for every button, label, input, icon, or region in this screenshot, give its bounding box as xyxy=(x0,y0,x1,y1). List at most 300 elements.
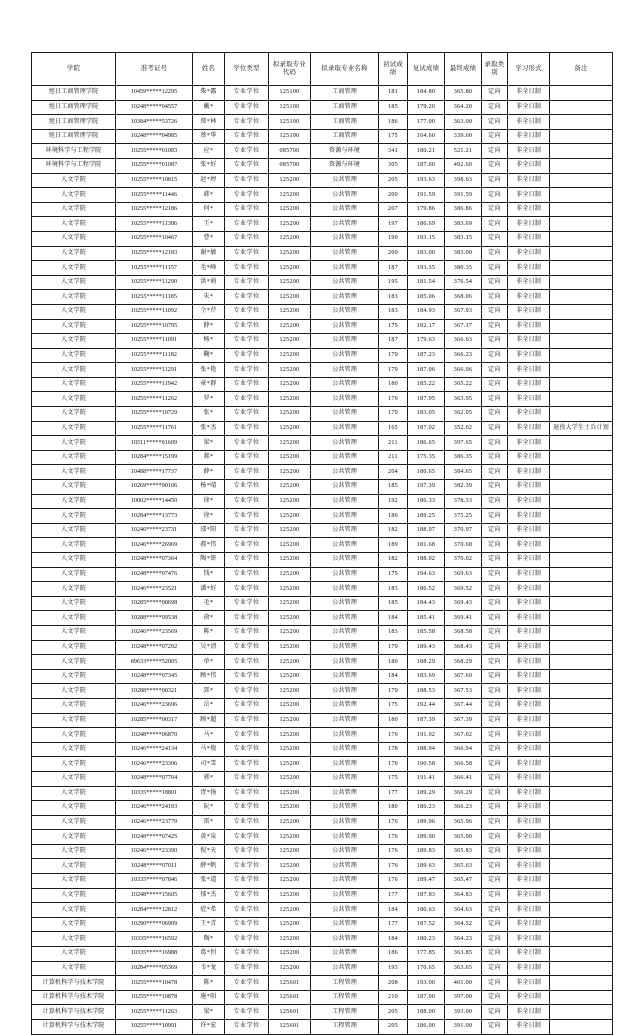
cell-major-code: 125200 xyxy=(269,596,311,611)
cell-study-form: 非全日制 xyxy=(508,874,550,889)
cell-major-name: 工商管理 xyxy=(311,100,379,115)
cell-exam-id: 10285*****00317 xyxy=(116,713,193,728)
cell-college: 人文学院 xyxy=(32,480,116,495)
table-row xyxy=(32,625,613,640)
cell-remark xyxy=(550,523,613,538)
table-row xyxy=(32,669,613,684)
cell-retest: 188.94 xyxy=(408,742,445,757)
cell-major-code: 125200 xyxy=(269,509,311,524)
cell-exam-id: 10248*****07704 xyxy=(116,771,193,786)
cell-final: 382.39 xyxy=(445,480,482,495)
cell-admit-type: 定向 xyxy=(482,334,508,349)
cell-name: 何* xyxy=(193,202,225,217)
cell-initial: 177 xyxy=(379,917,408,932)
cell-final: 366.23 xyxy=(445,348,482,363)
cell-final: 366.29 xyxy=(445,786,482,801)
cell-remark xyxy=(550,217,613,232)
cell-admit-type: 定向 xyxy=(482,436,508,451)
cell-major-name: 公共管理 xyxy=(311,523,379,538)
cell-name: 司*雪 xyxy=(193,757,225,772)
cell-initial: 211 xyxy=(379,450,408,465)
cell-remark xyxy=(550,129,613,144)
table-row xyxy=(32,990,613,1005)
cell-college: 人文学院 xyxy=(32,392,116,407)
cell-study-form: 非全日制 xyxy=(508,844,550,859)
cell-degree: 专业学位 xyxy=(225,465,269,480)
cell-major-name: 公共管理 xyxy=(311,290,379,305)
cell-major-code: 125200 xyxy=(269,553,311,568)
cell-name: 黄*泉 xyxy=(193,830,225,845)
cell-final: 401.00 xyxy=(445,976,482,991)
cell-major-name: 公共管理 xyxy=(311,392,379,407)
cell-name: 症*希 xyxy=(193,903,225,918)
table-row xyxy=(32,407,613,422)
cell-exam-id: 10255*****10729 xyxy=(116,407,193,422)
cell-admit-type: 定向 xyxy=(482,596,508,611)
cell-final: 386.86 xyxy=(445,202,482,217)
cell-college: 计算机科学与技术学院 xyxy=(32,990,116,1005)
cell-initial: 179 xyxy=(379,363,408,378)
cell-initial: 180 xyxy=(379,801,408,816)
cell-final: 369.63 xyxy=(445,567,482,582)
cell-college: 人文学院 xyxy=(32,509,116,524)
cell-major-code: 125200 xyxy=(269,932,311,947)
table-row xyxy=(32,1020,613,1035)
cell-study-form: 非全日制 xyxy=(508,801,550,816)
cell-name: 倪*天 xyxy=(193,844,225,859)
cell-major-name: 公共管理 xyxy=(311,932,379,947)
table-row xyxy=(32,100,613,115)
cell-study-form: 非全日制 xyxy=(508,655,550,670)
cell-exam-id: 10248*****07292 xyxy=(116,640,193,655)
cell-exam-id: 10248*****07425 xyxy=(116,830,193,845)
cell-college: 人文学院 xyxy=(32,494,116,509)
cell-name: 应* xyxy=(193,144,225,159)
cell-major-code: 125200 xyxy=(269,655,311,670)
table-row xyxy=(32,480,613,495)
cell-initial: 185 xyxy=(379,480,408,495)
cell-remark xyxy=(550,86,613,101)
cell-final: 492.60 xyxy=(445,158,482,173)
cell-study-form: 非全日制 xyxy=(508,932,550,947)
cell-final: 370.02 xyxy=(445,553,482,568)
cell-major-code: 085700 xyxy=(269,158,311,173)
cell-college: 人文学院 xyxy=(32,553,116,568)
cell-major-name: 公共管理 xyxy=(311,655,379,670)
cell-exam-id: 10248*****04557 xyxy=(116,100,193,115)
cell-major-name: 公共管理 xyxy=(311,407,379,422)
cell-remark xyxy=(550,275,613,290)
cell-retest: 193.15 xyxy=(408,231,445,246)
cell-remark xyxy=(550,698,613,713)
cell-degree: 专业学位 xyxy=(225,713,269,728)
cell-final: 367.39 xyxy=(445,713,482,728)
cell-exam-id: 10255*****11290 xyxy=(116,275,193,290)
cell-exam-id: 10255*****12186 xyxy=(116,202,193,217)
admission-table xyxy=(31,52,613,1035)
cell-major-name: 公共管理 xyxy=(311,947,379,962)
cell-major-name: 工商管理 xyxy=(311,129,379,144)
cell-final: 364.23 xyxy=(445,932,482,947)
cell-remark xyxy=(550,859,613,874)
cell-degree: 专业学位 xyxy=(225,830,269,845)
cell-study-form: 非全日制 xyxy=(508,129,550,144)
cell-major-code: 125200 xyxy=(269,407,311,422)
cell-remark xyxy=(550,684,613,699)
cell-retest: 188.02 xyxy=(408,553,445,568)
cell-remark xyxy=(550,742,613,757)
cell-final: 369.52 xyxy=(445,582,482,597)
cell-initial: 175 xyxy=(379,771,408,786)
cell-college: 旭日工商管理学院 xyxy=(32,115,116,130)
cell-degree: 专业学位 xyxy=(225,655,269,670)
cell-name: 戴* xyxy=(193,100,225,115)
cell-study-form: 非全日制 xyxy=(508,990,550,1005)
cell-retest: 177.85 xyxy=(408,947,445,962)
cell-admit-type: 定向 xyxy=(482,509,508,524)
cell-degree: 专业学位 xyxy=(225,480,269,495)
cell-study-form: 非全日制 xyxy=(508,771,550,786)
cell-study-form: 非全日制 xyxy=(508,115,550,130)
table-row xyxy=(32,231,613,246)
table-row xyxy=(32,538,613,553)
cell-exam-id: 10255*****10467 xyxy=(116,231,193,246)
cell-college: 人文学院 xyxy=(32,319,116,334)
cell-degree: 专业学位 xyxy=(225,932,269,947)
cell-remark xyxy=(550,640,613,655)
cell-retest: 187.02 xyxy=(408,421,445,436)
column-header-initial: 初试成绩 xyxy=(379,53,408,86)
cell-name: 阮* xyxy=(193,801,225,816)
cell-exam-id: 10255*****11262 xyxy=(116,392,193,407)
cell-retest: 187.00 xyxy=(408,990,445,1005)
cell-final: 370.97 xyxy=(445,523,482,538)
cell-retest: 183.69 xyxy=(408,669,445,684)
cell-study-form: 非全日制 xyxy=(508,786,550,801)
cell-name: 许*宏 xyxy=(193,1020,225,1035)
cell-exam-id: 10255*****11942 xyxy=(116,377,193,392)
cell-study-form: 非全日制 xyxy=(508,698,550,713)
cell-final: 366.94 xyxy=(445,742,482,757)
column-header-retest: 复试成绩 xyxy=(408,53,445,86)
cell-admit-type: 定向 xyxy=(482,771,508,786)
cell-name: 梁* xyxy=(193,1005,225,1020)
cell-major-code: 125200 xyxy=(269,698,311,713)
cell-major-code: 125200 xyxy=(269,844,311,859)
cell-major-name: 工程管理 xyxy=(311,1020,379,1035)
cell-study-form: 非全日制 xyxy=(508,815,550,830)
cell-admit-type: 定向 xyxy=(482,523,508,538)
cell-major-code: 125200 xyxy=(269,611,311,626)
cell-name: 韦*龙 xyxy=(193,961,225,976)
cell-college: 人文学院 xyxy=(32,903,116,918)
cell-remark xyxy=(550,815,613,830)
cell-final: 384.65 xyxy=(445,465,482,480)
table-row xyxy=(32,494,613,509)
cell-final: 378.33 xyxy=(445,494,482,509)
cell-retest: 187.95 xyxy=(408,392,445,407)
cell-initial: 175 xyxy=(379,567,408,582)
cell-admit-type: 定向 xyxy=(482,625,508,640)
cell-admit-type: 定向 xyxy=(482,188,508,203)
table-row xyxy=(32,421,613,436)
cell-degree: 专业学位 xyxy=(225,246,269,261)
table-row xyxy=(32,465,613,480)
cell-study-form: 非全日制 xyxy=(508,348,550,363)
cell-initial: 179 xyxy=(379,640,408,655)
cell-initial: 179 xyxy=(379,684,408,699)
cell-major-code: 125200 xyxy=(269,334,311,349)
cell-retest: 186.69 xyxy=(408,217,445,232)
cell-exam-id: 10255*****11291 xyxy=(116,363,193,378)
cell-study-form: 非全日制 xyxy=(508,480,550,495)
cell-study-form: 非全日制 xyxy=(508,742,550,757)
cell-study-form: 非全日制 xyxy=(508,392,550,407)
cell-major-code: 125200 xyxy=(269,538,311,553)
cell-exam-id: 10284*****05369 xyxy=(116,961,193,976)
cell-major-name: 公共管理 xyxy=(311,188,379,203)
cell-name: 洪*萌 xyxy=(193,275,225,290)
cell-major-code: 125200 xyxy=(269,801,311,816)
cell-remark xyxy=(550,990,613,1005)
cell-retest: 189.90 xyxy=(408,830,445,845)
cell-college: 人文学院 xyxy=(32,801,116,816)
cell-initial: 183 xyxy=(379,290,408,305)
cell-study-form: 非全日制 xyxy=(508,976,550,991)
cell-study-form: 非全日制 xyxy=(508,713,550,728)
cell-college: 人文学院 xyxy=(32,334,116,349)
table-row xyxy=(32,158,613,173)
cell-college: 人文学院 xyxy=(32,611,116,626)
cell-initial: 211 xyxy=(379,436,408,451)
cell-final: 376.54 xyxy=(445,275,482,290)
cell-college: 人文学院 xyxy=(32,961,116,976)
cell-remark xyxy=(550,188,613,203)
cell-exam-id: 10488*****17737 xyxy=(116,465,193,480)
cell-name: 俞* xyxy=(193,611,225,626)
cell-major-name: 公共管理 xyxy=(311,421,379,436)
cell-college: 人文学院 xyxy=(32,538,116,553)
cell-remark xyxy=(550,888,613,903)
cell-degree: 专业学位 xyxy=(225,188,269,203)
cell-major-code: 125200 xyxy=(269,961,311,976)
cell-study-form: 非全日制 xyxy=(508,100,550,115)
cell-admit-type: 定向 xyxy=(482,377,508,392)
cell-major-code: 125200 xyxy=(269,859,311,874)
cell-degree: 专业学位 xyxy=(225,100,269,115)
cell-major-code: 125200 xyxy=(269,363,311,378)
cell-college: 人文学院 xyxy=(32,188,116,203)
cell-exam-id: 10459*****12295 xyxy=(116,86,193,101)
cell-study-form: 非全日制 xyxy=(508,275,550,290)
cell-remark xyxy=(550,392,613,407)
table-row xyxy=(32,523,613,538)
cell-name: 葛*恒 xyxy=(193,947,225,962)
cell-college: 人文学院 xyxy=(32,596,116,611)
cell-college: 人文学院 xyxy=(32,523,116,538)
table-row xyxy=(32,275,613,290)
cell-initial: 176 xyxy=(379,728,408,743)
cell-college: 人文学院 xyxy=(32,669,116,684)
cell-name: 郑*林 xyxy=(193,115,225,130)
cell-admit-type: 定向 xyxy=(482,684,508,699)
cell-remark xyxy=(550,596,613,611)
table-row xyxy=(32,698,613,713)
cell-study-form: 非全日制 xyxy=(508,290,550,305)
cell-remark xyxy=(550,436,613,451)
cell-initial: 197 xyxy=(379,217,408,232)
cell-initial: 205 xyxy=(379,1005,408,1020)
cell-major-name: 公共管理 xyxy=(311,436,379,451)
cell-degree: 专业学位 xyxy=(225,903,269,918)
cell-retest: 188.97 xyxy=(408,523,445,538)
cell-major-code: 125200 xyxy=(269,786,311,801)
cell-initial: 187 xyxy=(379,334,408,349)
cell-final: 365.80 xyxy=(445,86,482,101)
cell-initial: 200 xyxy=(379,246,408,261)
cell-admit-type: 定向 xyxy=(482,917,508,932)
cell-admit-type: 定向 xyxy=(482,290,508,305)
cell-college: 人文学院 xyxy=(32,231,116,246)
cell-initial: 176 xyxy=(379,815,408,830)
cell-degree: 专业学位 xyxy=(225,494,269,509)
cell-initial: 190 xyxy=(379,231,408,246)
cell-degree: 专业学位 xyxy=(225,231,269,246)
cell-remark xyxy=(550,348,613,363)
table-row xyxy=(32,86,613,101)
cell-degree: 专业学位 xyxy=(225,115,269,130)
cell-college: 人文学院 xyxy=(32,173,116,188)
cell-degree: 专业学位 xyxy=(225,334,269,349)
cell-final: 383.00 xyxy=(445,246,482,261)
cell-final: 365.63 xyxy=(445,859,482,874)
cell-college: 人文学院 xyxy=(32,742,116,757)
cell-initial: 176 xyxy=(379,757,408,772)
cell-major-code: 125200 xyxy=(269,669,311,684)
cell-admit-type: 定向 xyxy=(482,421,508,436)
cell-major-name: 公共管理 xyxy=(311,538,379,553)
cell-retest: 177.00 xyxy=(408,115,445,130)
cell-initial: 184 xyxy=(379,932,408,947)
cell-exam-id: 10284*****15199 xyxy=(116,450,193,465)
cell-college: 人文学院 xyxy=(32,684,116,699)
cell-name: 施*阳 xyxy=(193,990,225,1005)
cell-degree: 专业学位 xyxy=(225,990,269,1005)
cell-final: 369.41 xyxy=(445,611,482,626)
cell-exam-id: 10248*****07011 xyxy=(116,859,193,874)
cell-name: 仝*芹 xyxy=(193,304,225,319)
cell-admit-type: 定向 xyxy=(482,640,508,655)
cell-final: 369.43 xyxy=(445,596,482,611)
cell-remark xyxy=(550,932,613,947)
cell-major-name: 公共管理 xyxy=(311,801,379,816)
cell-remark xyxy=(550,917,613,932)
cell-college: 人文学院 xyxy=(32,786,116,801)
cell-final: 383.69 xyxy=(445,217,482,232)
cell-admit-type: 定向 xyxy=(482,553,508,568)
cell-final: 363.95 xyxy=(445,392,482,407)
cell-final: 365.96 xyxy=(445,815,482,830)
cell-retest: 189.29 xyxy=(408,786,445,801)
cell-initial: 176 xyxy=(379,830,408,845)
table-row xyxy=(32,377,613,392)
cell-initial: 176 xyxy=(379,874,408,889)
cell-retest: 186.23 xyxy=(408,801,445,816)
table-row xyxy=(32,246,613,261)
cell-initial: 178 xyxy=(379,742,408,757)
table-row xyxy=(32,319,613,334)
table-row xyxy=(32,961,613,976)
table-row xyxy=(32,509,613,524)
cell-college: 人文学院 xyxy=(32,844,116,859)
cell-degree: 专业学位 xyxy=(225,348,269,363)
cell-admit-type: 定向 xyxy=(482,655,508,670)
cell-remark xyxy=(550,1020,613,1035)
cell-retest: 187.06 xyxy=(408,363,445,378)
cell-admit-type: 定向 xyxy=(482,246,508,261)
cell-major-name: 公共管理 xyxy=(311,815,379,830)
cell-final: 521.21 xyxy=(445,144,482,159)
cell-admit-type: 定向 xyxy=(482,757,508,772)
cell-study-form: 非全日制 xyxy=(508,757,550,772)
cell-retest: 180.21 xyxy=(408,144,445,159)
cell-final: 363.85 xyxy=(445,947,482,962)
cell-major-name: 公共管理 xyxy=(311,698,379,713)
cell-exam-id: 10255*****10991 xyxy=(116,1020,193,1035)
cell-major-code: 125200 xyxy=(269,728,311,743)
cell-study-form: 非全日制 xyxy=(508,596,550,611)
cell-admit-type: 定向 xyxy=(482,217,508,232)
cell-initial: 182 xyxy=(379,553,408,568)
cell-exam-id: 10255*****10815 xyxy=(116,173,193,188)
cell-major-code: 125100 xyxy=(269,100,311,115)
cell-major-name: 公共管理 xyxy=(311,304,379,319)
cell-retest: 170.65 xyxy=(408,961,445,976)
cell-name: 罗* xyxy=(193,392,225,407)
cell-initial: 305 xyxy=(379,158,408,173)
cell-degree: 专业学位 xyxy=(225,771,269,786)
cell-major-code: 125200 xyxy=(269,188,311,203)
cell-remark xyxy=(550,874,613,889)
cell-major-code: 125200 xyxy=(269,480,311,495)
cell-major-code: 125200 xyxy=(269,465,311,480)
cell-college: 人文学院 xyxy=(32,567,116,582)
cell-initial: 205 xyxy=(379,173,408,188)
cell-major-code: 125601 xyxy=(269,1020,311,1035)
cell-college: 人文学院 xyxy=(32,830,116,845)
cell-name: 王*青 xyxy=(193,917,225,932)
cell-retest: 185.41 xyxy=(408,611,445,626)
cell-major-name: 公共管理 xyxy=(311,553,379,568)
cell-final: 391.00 xyxy=(445,1020,482,1035)
cell-major-code: 125200 xyxy=(269,348,311,363)
cell-exam-id: 10246*****23569 xyxy=(116,625,193,640)
cell-retest: 187.83 xyxy=(408,888,445,903)
cell-degree: 专业学位 xyxy=(225,698,269,713)
cell-degree: 专业学位 xyxy=(225,815,269,830)
cell-major-name: 公共管理 xyxy=(311,669,379,684)
cell-remark xyxy=(550,334,613,349)
cell-major-code: 125200 xyxy=(269,231,311,246)
cell-retest: 193.00 xyxy=(408,976,445,991)
cell-major-name: 资源与环境 xyxy=(311,158,379,173)
cell-major-name: 公共管理 xyxy=(311,830,379,845)
cell-study-form: 非全日制 xyxy=(508,553,550,568)
cell-name: 柴*露 xyxy=(193,86,225,101)
cell-major-code: 125200 xyxy=(269,903,311,918)
cell-college: 人文学院 xyxy=(32,304,116,319)
cell-remark xyxy=(550,801,613,816)
